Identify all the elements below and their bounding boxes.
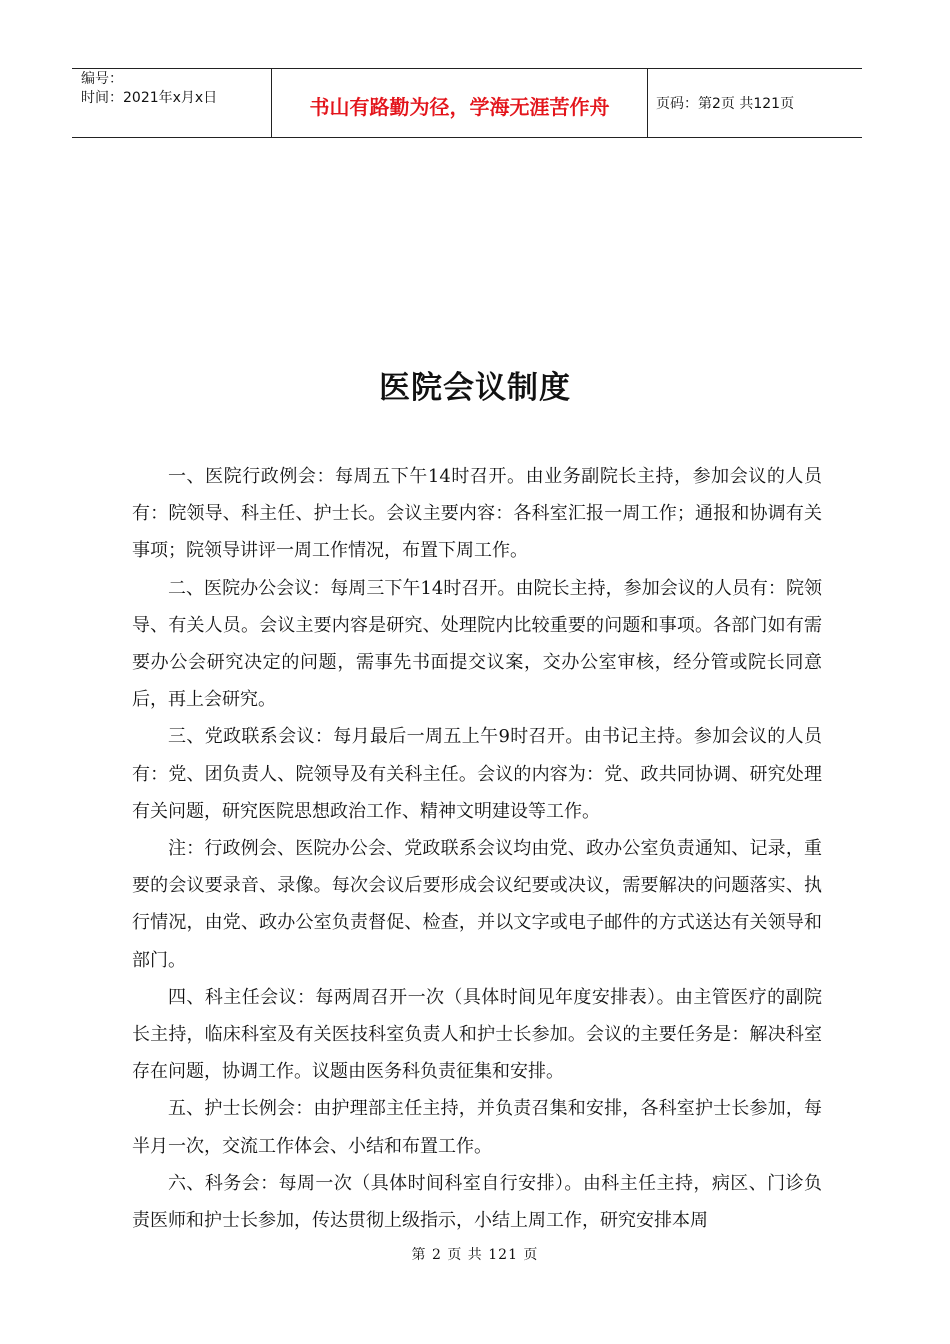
paragraph-office-meeting: 二、医院办公会议：每周三下午14时召开。由院长主持，参加会议的人员有：院领导、有关人员。会议主要内容是研究、处理院内比较重要的问题和事项。各部门如有需要办公会研究决定的问题，需事先书面提交议案，交办公室审核，经分管或院长同意后，再上会研究。 bbox=[132, 577, 822, 711]
paragraph-party-meeting: 三、党政联系会议：每月最后一周五上午9时召开。由书记主持。参加会议的人员有：党、团负责人、院领导及有关科主任。会议的内容为：党、政共同协调、研究处理有关问题，研究医院思想政治工作、精神文明建设等工作。 bbox=[132, 726, 822, 822]
page-header bbox=[72, 68, 862, 138]
motto: 书山有路勤为径，学海无涯苦作舟 bbox=[272, 69, 648, 137]
document-body bbox=[132, 458, 822, 1239]
paragraph-department-meeting: 六、科务会：每周一次（具体时间科室自行安排）。由科主任主持，病区、门诊负责医师和护士长参加，传达贯彻上级指示，小结上周工作，研究安排本周 bbox=[132, 1172, 822, 1232]
paragraph-note: 注：行政例会、医院办公会、党政联系会议均由党、政办公室负责通知、记录，重要的会议要录音、录像。每次会议后要形成会议纪要或决议，需要解决的问题落实、执行情况，由党、政办公室负责督促、检查，并以文字或电子邮件的方式送达有关领导和部门。 bbox=[132, 838, 822, 971]
document-title: 医院会议制度 bbox=[379, 370, 571, 406]
number-label: 编号： bbox=[81, 71, 123, 87]
paragraph-admin-meeting: 一、医院行政例会：每周五下午14时召开。由业务副院长主持，参加会议的人员有：院领导、科主任、护士长。会议主要内容：各科室汇报一周工作；通报和协调有关事项；院领导讲评一周工作情况，布置下周工作。 bbox=[132, 466, 822, 562]
header-meta-cell bbox=[72, 69, 272, 137]
paragraph-director-meeting: 四、科主任会议：每两周召开一次（具体时间见年度安排表）。由主管医疗的副院长主持，临床科室及有关医技科室负责人和护士长参加。会议的主要任务是：解决科室存在问题，协调工作。议题由医务科负责征集和安排。 bbox=[132, 986, 822, 1083]
time-line: 时间：2021年x月x日 bbox=[81, 90, 218, 106]
page-footer: 第 2 页 共 121 页 bbox=[411, 1247, 539, 1263]
header-page-info: 页码：第2页 共121页 bbox=[656, 96, 795, 112]
paragraph-head-nurse-meeting: 五、护士长例会：由护理部主任主持，并负责召集和安排，各科室护士长参加，每半月一次，交流工作体会、小结和布置工作。 bbox=[132, 1098, 822, 1157]
